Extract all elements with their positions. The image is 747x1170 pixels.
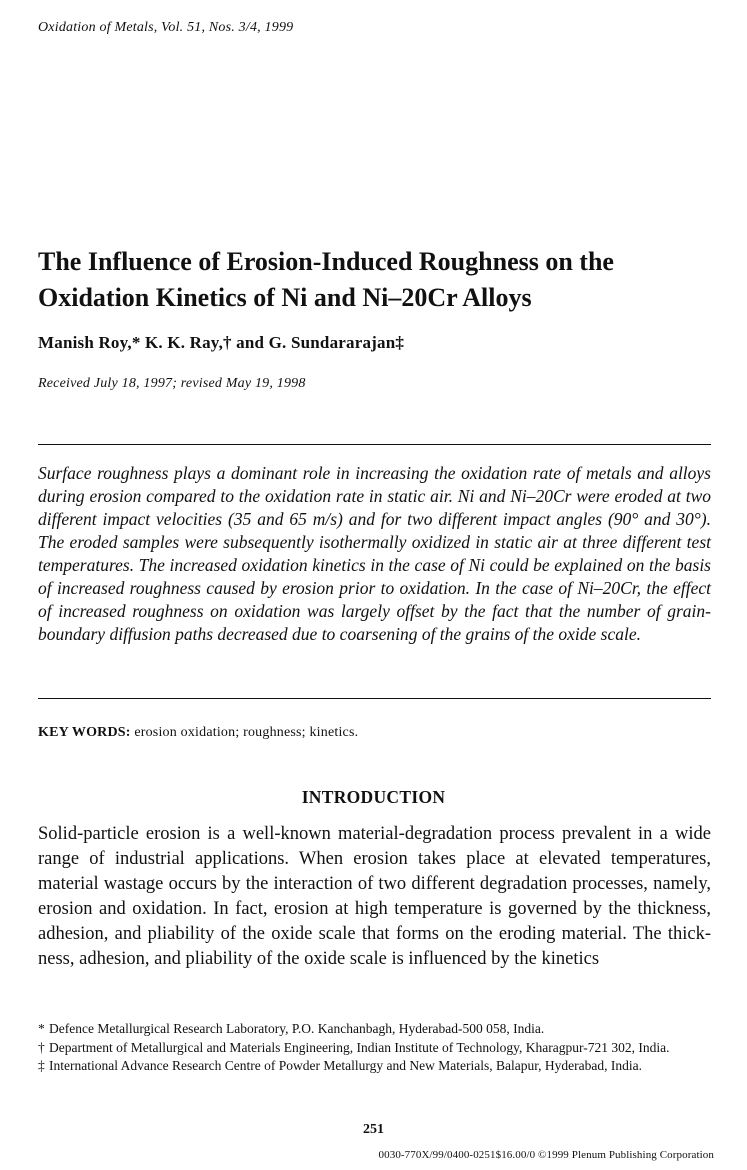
- footnote-3: [38, 1057, 711, 1076]
- journal-citation: Oxidation of Metals, Vol. 51, Nos. 3/4, 1999: [38, 20, 294, 35]
- abstract-bottom-rule: [38, 698, 711, 699]
- keywords-text: erosion oxidation; roughness; kinetics.: [134, 725, 359, 740]
- footnote-2: [38, 1039, 711, 1058]
- footnote-text: Department of Metallurgical and Materials Engineering, Indian Institute of Technology, Kharagpur-721 302, India.: [49, 1039, 670, 1055]
- footnote-mark: †: [38, 1039, 45, 1055]
- page-number: 251: [363, 1122, 384, 1137]
- article-title: The Influence of Erosion-Induced Roughness on the Oxidation Kinetics of Ni and Ni–20Cr Alloys: [38, 247, 614, 312]
- received-dates: Received July 18, 1997; revised May 19, 1998: [38, 376, 306, 391]
- footnote-text: International Advance Research Centre of Powder Metallurgy and New Materials, Balapur, Hyderabad, India.: [49, 1058, 643, 1073]
- introduction-paragraph: Solid-particle erosion is a well-known material-degradation process prevalent in a wide range of industrial applications. When erosion takes place at elevated temperatures, material wastage occurs by the interaction of two different degradation processes, namely, erosion and oxidation. In fact, erosion at high temperature is governed by the thickness, adhesion, and pliability of the oxide scale that forms on the eroding material. The thickness, adhesion, and pliability of the oxide scale is influenced by the kinetics: [38, 824, 711, 969]
- abstract-top-rule: [38, 444, 711, 445]
- keywords: [38, 725, 358, 741]
- copyright-line: 0030-770X/99/0400-0251$16.00/0 ©1999 Plenum Publishing Corporation: [378, 1149, 714, 1161]
- footnote-text: Defence Metallurgical Research Laboratory, P.O. Kanchanbagh, Hyderabad-500 058, India.: [49, 1021, 545, 1036]
- footnote-1: [38, 1020, 711, 1039]
- section-heading-introduction: INTRODUCTION: [301, 787, 446, 807]
- author-list: Manish Roy,* K. K. Ray,† and G. Sundararajan‡: [38, 333, 405, 352]
- affiliation-footnotes: [38, 1020, 711, 1076]
- footnote-mark: *: [38, 1021, 45, 1036]
- keywords-label: KEY WORDS:: [38, 725, 131, 740]
- abstract: Surface roughness plays a dominant role in increasing the oxidation rate of metals and alloys during erosion compared to the oxidation rate in static air. Ni and Ni–20Cr were eroded at two different impact velocities (35 and 65 m/s) and for two different impact angles (90° and 30°). The eroded samples were subsequently isothermally oxidized in static air at three different test temperatures. The increased oxidation kinetics in the case of Ni could be explained on the basis of increased roughness caused by erosion prior to oxidation. In the case of Ni–20Cr, the effect of increased roughness on oxidation was largely offset by the fact that the number of grain-boundary diffusion paths decreased due to coarsening of the grains of the oxide scale.: [38, 463, 711, 644]
- footnote-mark: ‡: [38, 1058, 45, 1073]
